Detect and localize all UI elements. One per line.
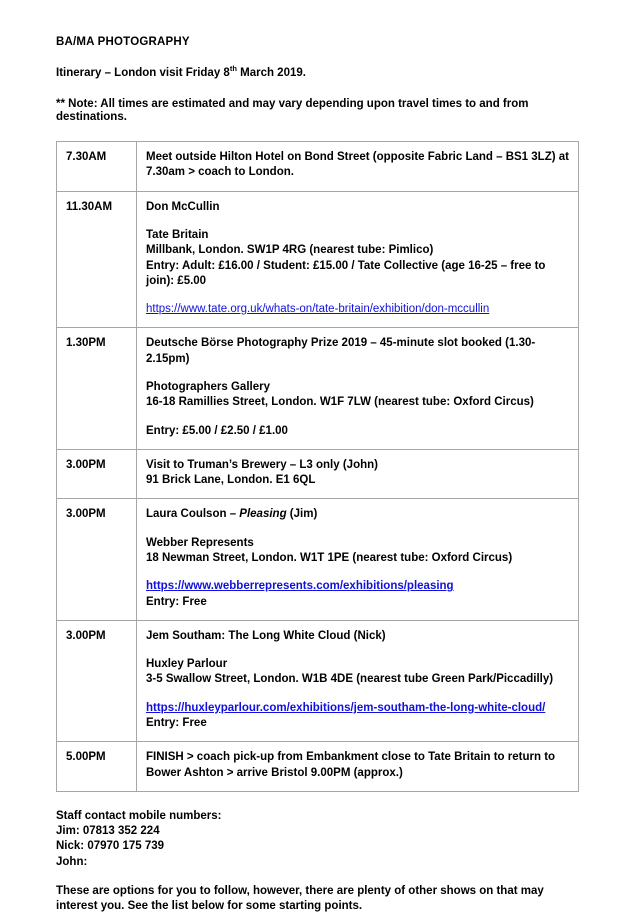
itinerary-detail-cell	[137, 191, 579, 328]
itinerary-detail-line: Visit to Truman’s Brewery – L3 only (John)	[146, 458, 378, 471]
itinerary-detail-line: 18 Newman Street, London. W1T 1PE (nearest tube: Oxford Circus)	[146, 551, 513, 564]
times-note: ** Note: All times are estimated and may vary depending upon travel times to and from destinations.	[56, 97, 529, 124]
detail-text-after: (Jim)	[286, 508, 318, 521]
itinerary-detail-line: Meet outside Hilton Hotel on Bond Street (opposite Fabric Land – BS1 3LZ) at 7.30am > coach to London.	[146, 151, 569, 179]
itinerary-detail-line: 3-5 Swallow Street, London. W1B 4DE (nearest tube Green Park/Piccadilly)	[146, 673, 554, 686]
itinerary-detail-line: Entry: Adult: £16.00 / Student: £15.00 / Tate Collective (age 16-25 – free to join): £5.00	[146, 259, 546, 287]
itinerary-detail-line: Deutsche Börse Photography Prize 2019 – 45-minute slot booked (1.30-2.15pm)	[146, 337, 536, 365]
table-row	[57, 142, 579, 192]
staff-contact-nick: Nick: 07970 175 739	[56, 840, 165, 853]
line-spacer	[146, 523, 570, 536]
itinerary-time-cell: 3.00PM	[57, 620, 137, 741]
itinerary-detail-cell	[137, 742, 579, 792]
footer-section	[56, 809, 580, 914]
itinerary-time-cell: 1.30PM	[57, 328, 137, 449]
staff-contact-jim: Jim: 07813 352 224	[56, 825, 160, 838]
subtitle-text-before: Itinerary – London visit Friday 8	[56, 66, 230, 79]
itinerary-detail-line: Entry: Free	[146, 595, 207, 608]
table-row	[57, 328, 579, 449]
subtitle-text-after: March 2019.	[236, 66, 306, 79]
itinerary-detail-cell	[137, 449, 579, 499]
itinerary-detail-line: Millbank, London. SW1P 4RG (nearest tube: Pimlico)	[146, 244, 434, 257]
line-spacer	[146, 289, 570, 302]
line-spacer	[146, 367, 570, 380]
line-spacer	[146, 215, 570, 228]
itinerary-time-cell: 5.00PM	[57, 742, 137, 792]
exhibition-link[interactable]: https://huxleyparlour.com/exhibitions/jem-southam-the-long-white-cloud/	[146, 701, 546, 714]
itinerary-detail-cell	[137, 499, 579, 620]
exhibition-link[interactable]: https://www.webberrepresents.com/exhibitions/pleasing	[146, 580, 454, 593]
line-spacer	[146, 644, 570, 657]
itinerary-detail-line: FINISH > coach pick-up from Embankment close to Tate Britain to return to Bower Ashton > arrive Bristol 9.00PM (approx.)	[146, 751, 556, 779]
itinerary-detail-line: Jem Southam: The Long White Cloud (Nick)	[146, 629, 386, 642]
table-row	[57, 742, 579, 792]
itinerary-detail-line: Webber Represents	[146, 536, 254, 549]
table-row	[57, 449, 579, 499]
itinerary-subtitle	[56, 63, 580, 81]
itinerary-detail-cell	[137, 620, 579, 741]
itinerary-detail-line: Entry: Free	[146, 716, 207, 729]
itinerary-detail-cell	[137, 328, 579, 449]
itinerary-detail-line: Photographers Gallery	[146, 381, 270, 393]
line-spacer	[146, 566, 570, 579]
itinerary-time-cell: 11.30AM	[57, 191, 137, 328]
detail-text-before: Laura Coulson –	[146, 508, 240, 521]
line-spacer	[146, 411, 570, 424]
exhibition-title-italic: Pleasing	[239, 508, 287, 521]
itinerary-detail-line: Don McCullin	[146, 200, 220, 213]
itinerary-detail-line: 91 Brick Lane, London. E1 6QL	[146, 474, 316, 487]
itinerary-time-cell: 3.00PM	[57, 499, 137, 620]
itinerary-detail-line: Tate Britain	[146, 229, 209, 242]
itinerary-time-cell: 7.30AM	[57, 142, 137, 192]
itinerary-table	[56, 141, 579, 792]
itinerary-detail-cell	[137, 142, 579, 192]
staff-contacts-heading: Staff contact mobile numbers:	[56, 809, 222, 822]
exhibition-link[interactable]: https://www.tate.org.uk/whats-on/tate-britain/exhibition/don-mccullin	[146, 303, 490, 316]
staff-contact-john: John:	[56, 855, 88, 868]
itinerary-table-body	[57, 142, 579, 792]
itinerary-detail-line	[146, 507, 570, 522]
table-row	[57, 620, 579, 741]
itinerary-detail-line: Entry: £5.00 / £2.50 / £1.00	[146, 424, 288, 437]
closing-paragraph: These are options for you to follow, however, there are plenty of other shows on that may interest you. See the list below for some starting points.	[56, 884, 544, 913]
footer-spacer	[56, 870, 580, 884]
subtitle-ordinal-suffix: th	[229, 63, 237, 73]
itinerary-detail-line: 16-18 Ramillies Street, London. W1F 7LW (nearest tube: Oxford Circus)	[146, 396, 534, 409]
itinerary-time-cell: 3.00PM	[57, 449, 137, 499]
line-spacer	[146, 688, 570, 701]
page-title: BA/MA PHOTOGRAPHY	[56, 36, 190, 48]
table-row	[57, 191, 579, 328]
table-row	[57, 499, 579, 620]
itinerary-detail-line: Huxley Parlour	[146, 658, 228, 671]
